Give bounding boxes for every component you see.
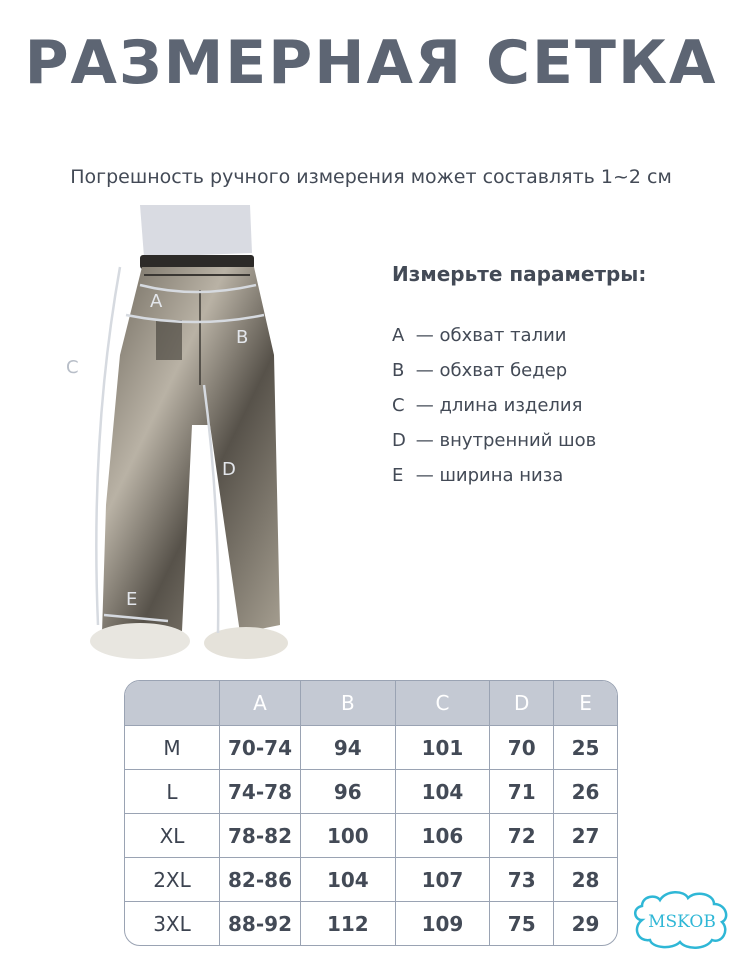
- table-cell: 3XL: [125, 901, 219, 945]
- param-letter: D: [392, 430, 406, 451]
- table-cell: 112: [300, 901, 395, 945]
- size-table: [124, 680, 618, 946]
- table-cell: 26: [553, 769, 617, 813]
- table-cell: 70-74: [219, 725, 300, 769]
- page-subtitle: Погрешность ручного измерения может составлять 1~2 см: [70, 166, 672, 188]
- table-cell: 29: [553, 901, 617, 945]
- table-cell: L: [125, 769, 219, 813]
- table-cell: 75: [489, 901, 553, 945]
- table-cell: 2XL: [125, 857, 219, 901]
- param-letter: B: [392, 360, 405, 381]
- table-row: [125, 769, 617, 813]
- param-item-a: [392, 318, 596, 353]
- table-header-cell: A: [219, 681, 300, 725]
- shirt-shape: [140, 205, 252, 257]
- label-a: A: [150, 291, 163, 312]
- table-cell: 71: [489, 769, 553, 813]
- table-cell: 74-78: [219, 769, 300, 813]
- table-cell: 109: [395, 901, 490, 945]
- table-cell: M: [125, 725, 219, 769]
- param-item-d: [392, 423, 596, 458]
- table-cell: 104: [300, 857, 395, 901]
- param-letter: A: [392, 325, 405, 346]
- table-cell: 94: [300, 725, 395, 769]
- table-cell: 88-92: [219, 901, 300, 945]
- table-cell: 100: [300, 813, 395, 857]
- table-header-cell: E: [553, 681, 617, 725]
- table-cell: 107: [395, 857, 490, 901]
- table-row: [125, 901, 617, 945]
- param-item-c: [392, 388, 596, 423]
- table-header-row: [125, 681, 617, 725]
- label-c: C: [66, 357, 79, 378]
- table-cell: 101: [395, 725, 490, 769]
- table-cell: 104: [395, 769, 490, 813]
- param-item-e: [392, 458, 596, 493]
- table-cell: 28: [553, 857, 617, 901]
- table-header-cell: D: [489, 681, 553, 725]
- table-cell: 78-82: [219, 813, 300, 857]
- table-row: [125, 725, 617, 769]
- table-header-cell: C: [395, 681, 490, 725]
- param-item-b: [392, 353, 596, 388]
- param-letter: E: [392, 465, 404, 486]
- table-cell: XL: [125, 813, 219, 857]
- param-text: — длина изделия: [415, 395, 583, 416]
- table-cell: 27: [553, 813, 617, 857]
- left-shoe: [90, 623, 190, 659]
- table-cell: 73: [489, 857, 553, 901]
- label-d: D: [222, 459, 236, 480]
- table-cell: 82-86: [219, 857, 300, 901]
- page-title: РАЗМЕРНАЯ СЕТКА: [24, 28, 718, 98]
- param-text: — ширина низа: [415, 465, 564, 486]
- table-cell: 96: [300, 769, 395, 813]
- label-e: E: [126, 589, 138, 610]
- right-shoe: [204, 627, 288, 659]
- belt-shape: [140, 255, 254, 269]
- param-text: — внутренний шов: [415, 430, 597, 451]
- params-heading: Измерьте параметры:: [392, 262, 647, 286]
- table-row: [125, 813, 617, 857]
- param-text: — обхват талии: [415, 325, 567, 346]
- brand-logo: [628, 886, 736, 954]
- jeans-illustration: [60, 205, 300, 665]
- param-text: — обхват бедер: [415, 360, 568, 381]
- table-header-cell: B: [300, 681, 395, 725]
- params-list: [392, 318, 596, 493]
- table-cell: 72: [489, 813, 553, 857]
- param-letter: C: [392, 395, 405, 416]
- table-cell: 70: [489, 725, 553, 769]
- logo-text: MSKOB: [648, 912, 716, 932]
- table-cell: 106: [395, 813, 490, 857]
- table-header-cell: [125, 681, 219, 725]
- table-cell: 25: [553, 725, 617, 769]
- table-row: [125, 857, 617, 901]
- label-b: B: [236, 327, 249, 348]
